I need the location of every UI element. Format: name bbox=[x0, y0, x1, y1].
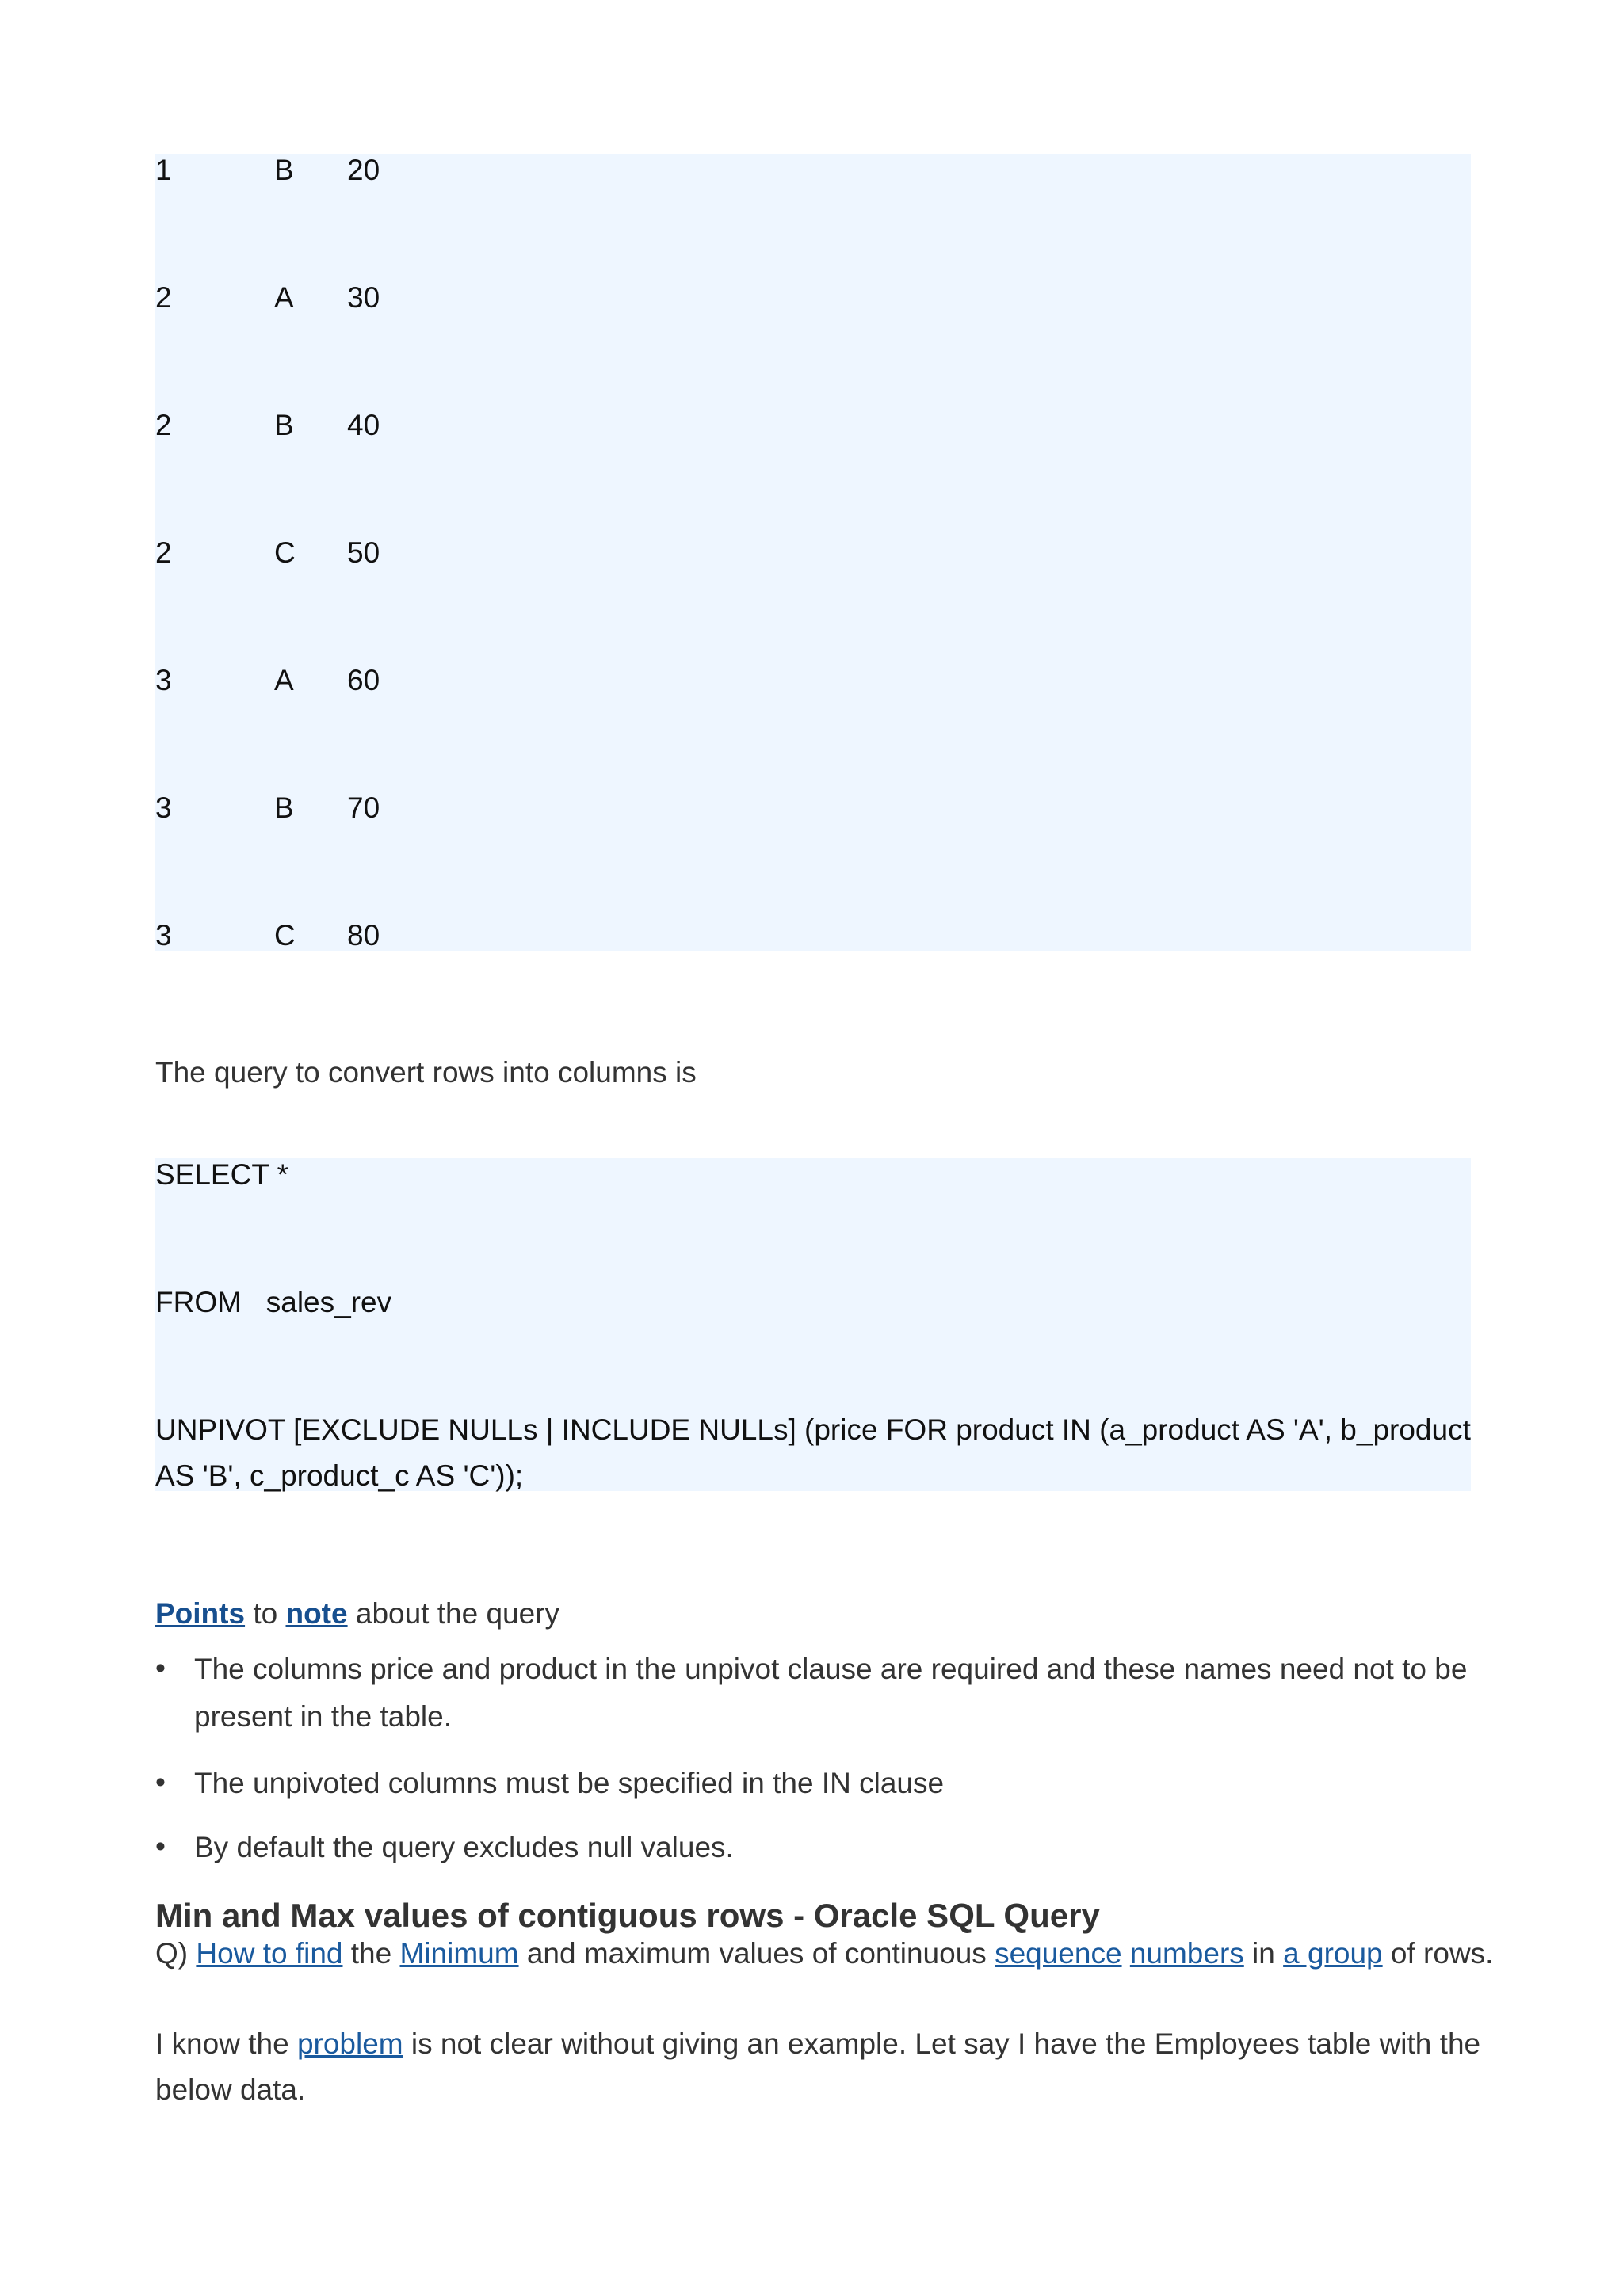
table-cell-value: 80 bbox=[347, 919, 380, 952]
table-cell-value: 20 bbox=[347, 154, 380, 186]
table-cell-id: 3 bbox=[155, 664, 172, 696]
points-text-rest: about the query bbox=[347, 1597, 560, 1630]
table-cell-id: 3 bbox=[155, 791, 172, 824]
question-text bbox=[1122, 1937, 1130, 1970]
query-block bbox=[155, 1158, 1471, 1491]
points-link[interactable]: Points bbox=[155, 1597, 246, 1630]
table-cell-value: 70 bbox=[347, 791, 380, 824]
points-note-line bbox=[155, 1590, 559, 1638]
example-paragraph-line2: below data. bbox=[155, 2073, 306, 2106]
a-group-link[interactable]: a group bbox=[1283, 1937, 1383, 1970]
how-to-find-link[interactable]: How to find bbox=[196, 1937, 343, 1970]
table-cell-product: B bbox=[274, 409, 294, 441]
table-cell-id: 1 bbox=[155, 154, 172, 186]
bullet-dot-icon: • bbox=[155, 1766, 166, 1798]
bullet-text: By default the query excludes null values. bbox=[194, 1831, 734, 1863]
table-cell-product: B bbox=[274, 791, 294, 824]
bullet-text: The unpivoted columns must be specified in the IN clause bbox=[194, 1767, 945, 1799]
table-cell-product: C bbox=[274, 919, 296, 952]
table-cell-id: 2 bbox=[155, 409, 172, 441]
query-line-from: FROM sales_rev bbox=[155, 1286, 392, 1318]
table-cell-value: 50 bbox=[347, 536, 380, 569]
query-line-unpivot-cont: AS 'B', c_product_c AS 'C')); bbox=[155, 1459, 524, 1492]
sequence-link[interactable]: sequence bbox=[995, 1937, 1122, 1970]
query-line-unpivot: UNPIVOT [EXCLUDE NULLs | INCLUDE NULLs] (price FOR product IN (a_product AS 'A', b_product bbox=[155, 1413, 1471, 1446]
table-cell-id: 2 bbox=[155, 281, 172, 314]
question-text: and maximum values of continuous bbox=[518, 1937, 995, 1970]
question-text: of rows. bbox=[1382, 1937, 1494, 1970]
example-paragraph-line1 bbox=[155, 2020, 1480, 2068]
paragraph-text: is not clear without giving an example. Let say I have the Employees table with the bbox=[403, 2027, 1481, 2060]
data-table-block bbox=[155, 154, 1471, 951]
bullet-dot-icon: • bbox=[155, 1830, 166, 1863]
table-cell-product: A bbox=[274, 281, 294, 314]
table-cell-id: 2 bbox=[155, 536, 172, 569]
table-cell-product: B bbox=[274, 154, 294, 186]
intro-text: The query to convert rows into columns is bbox=[155, 1056, 697, 1089]
table-cell-value: 30 bbox=[347, 281, 380, 314]
table-cell-value: 40 bbox=[347, 409, 380, 441]
query-line-select: SELECT * bbox=[155, 1158, 288, 1191]
paragraph-text: I know the bbox=[155, 2027, 297, 2060]
question-prefix: Q) bbox=[155, 1937, 197, 1970]
bullet-text: The columns price and product in the unpivot clause are required and these names need not to be present in the table. bbox=[194, 1653, 1468, 1733]
question-text: in bbox=[1243, 1937, 1284, 1970]
section-heading: Min and Max values of contiguous rows - Oracle SQL Query bbox=[155, 1897, 1100, 1934]
numbers-link[interactable]: numbers bbox=[1129, 1937, 1244, 1970]
table-cell-product: A bbox=[274, 664, 294, 696]
points-text-to: to bbox=[245, 1597, 286, 1630]
note-link[interactable]: note bbox=[285, 1597, 348, 1630]
bullet-dot-icon: • bbox=[155, 1652, 166, 1684]
minimum-link[interactable]: Minimum bbox=[399, 1937, 519, 1970]
problem-link[interactable]: problem bbox=[296, 2027, 403, 2060]
table-cell-id: 3 bbox=[155, 919, 172, 952]
table-cell-value: 60 bbox=[347, 664, 380, 696]
question-line bbox=[155, 1930, 1493, 1978]
table-cell-product: C bbox=[274, 536, 296, 569]
question-text: the bbox=[342, 1937, 400, 1970]
